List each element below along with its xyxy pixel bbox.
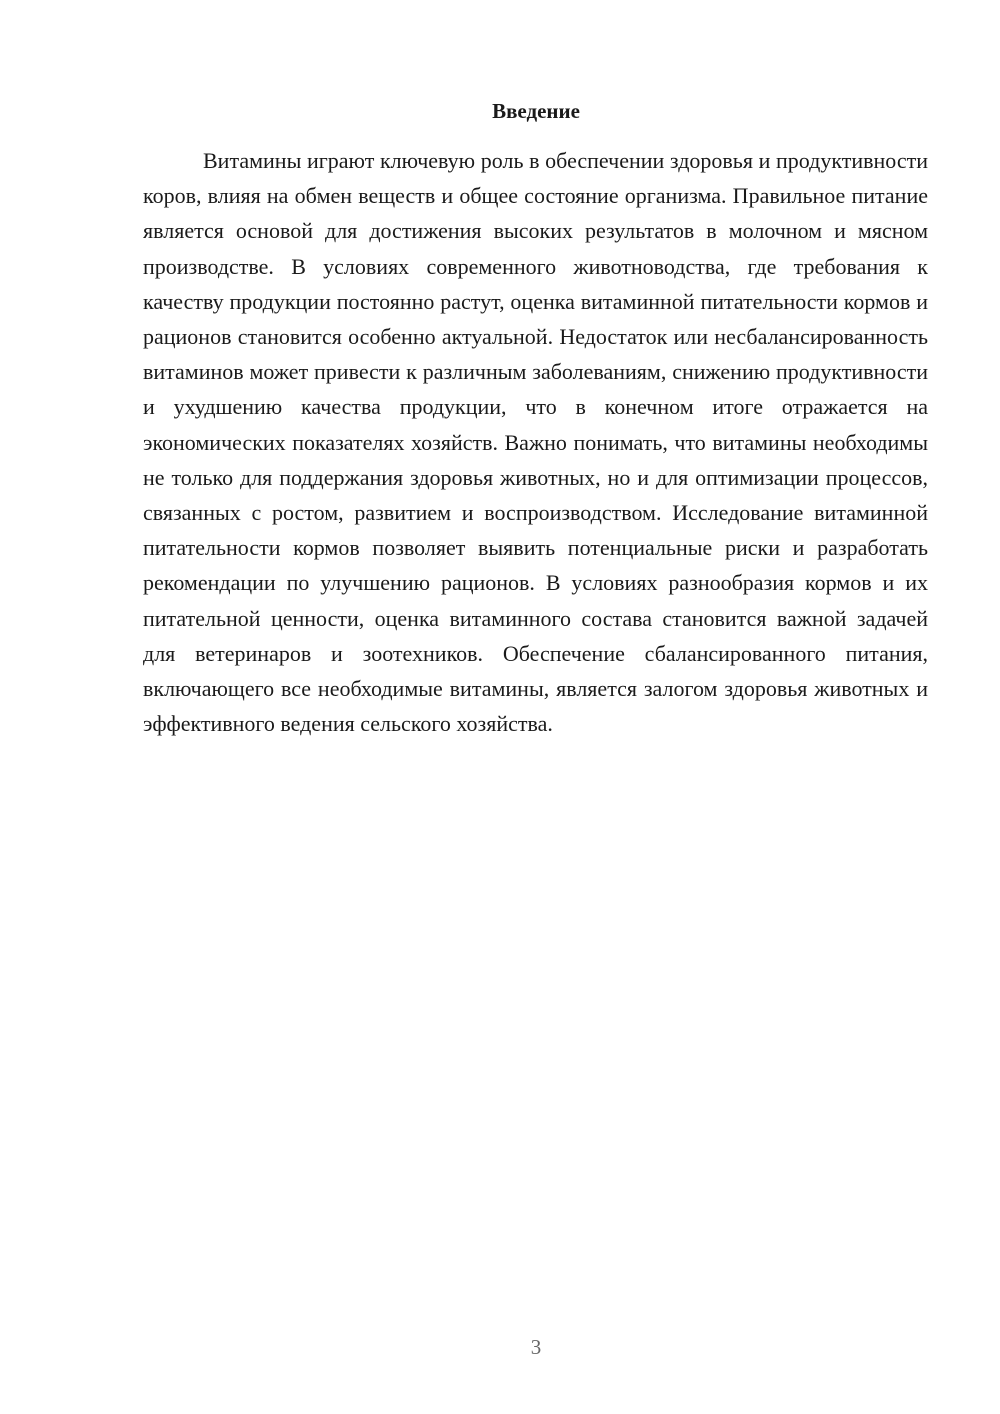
page-number: 3 xyxy=(530,1335,542,1359)
section-heading: Введение xyxy=(492,99,580,123)
body-paragraph: Витамины играют ключевую роль в обеспечении здоровья и продуктивности коров, влияя на обмен веществ и общее состояние организма. Правильное питание является основой для достижения высоких результатов в молочном и мясном производстве. В условиях современного животноводства, где требования к качеству продукции постоянно растут, оценка витаминной питательности кормов и рационов становится особенно актуальной. Недостаток или несбалансированность витаминов может привести к различным заболеваниям, снижению продуктивности и ухудшению качества продукции, что в конечном итоге отражается на экономических показателях хозяйств. Важно понимать, что витамины необходимы не только для поддержания здоровья животных, но и для оптимизации процессов, связанных с ростом, развитием и воспроизводством. Исследование витаминной питательности кормов позволяет выявить потенциальные риски и разработать рекомендации по улучшению рационов. В условиях разнообразия кормов и их питательной ценности, оценка витаминного состава становится важной задачей для ветеринаров и зоотехников. Обеспечение сбалансированного питания, включающего все необходимые витамины, является залогом здоровья животных и эффективного ведения сельского хозяйства. xyxy=(143,148,928,737)
